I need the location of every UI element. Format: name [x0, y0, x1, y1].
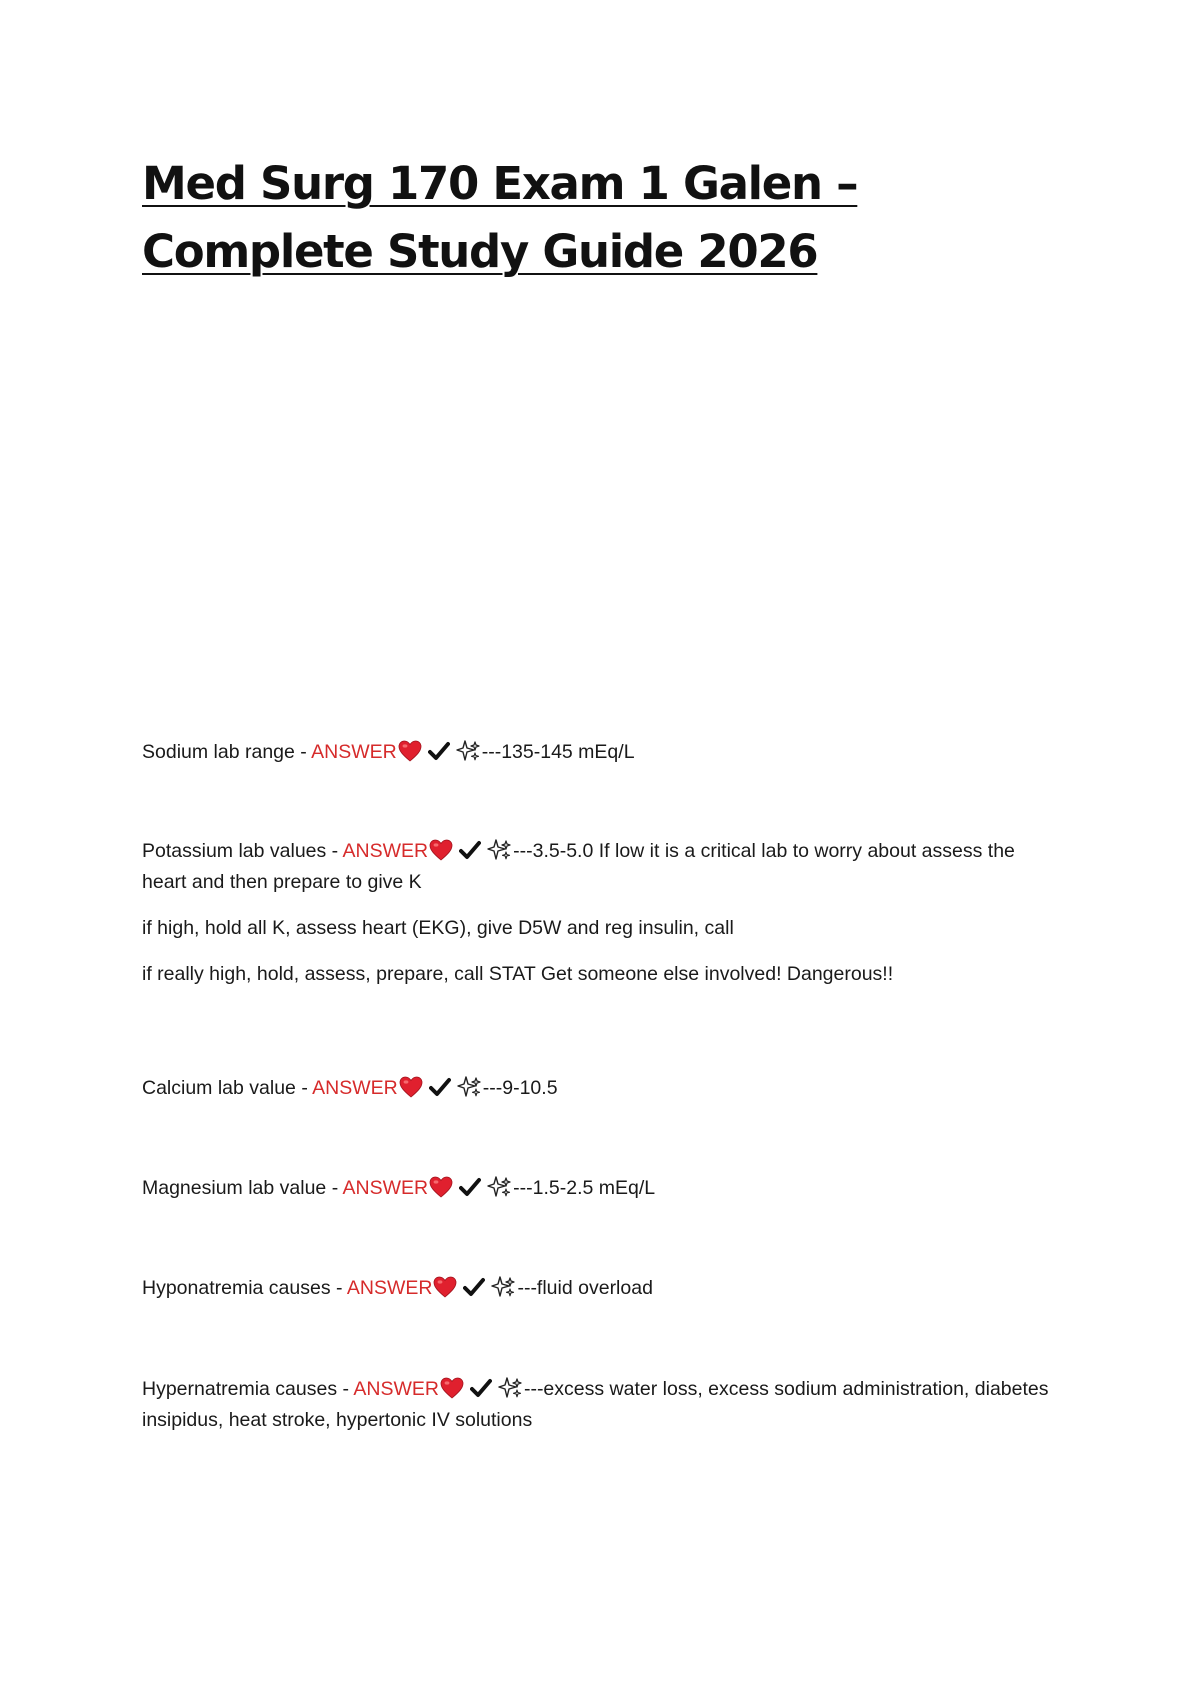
answer-marker: ANSWER — [342, 840, 429, 862]
answer-extra-line: if really high, hold, assess, prepare, call STAT Get someone else involved! Dangerous!! — [142, 963, 894, 985]
question-text: Sodium lab range — [142, 741, 295, 763]
heart-icon — [440, 1377, 464, 1399]
check-icon — [459, 1177, 481, 1197]
answer-marker: ANSWER — [346, 1277, 433, 1299]
question-text: Calcium lab value — [142, 1077, 296, 1099]
separator: - — [295, 1077, 313, 1099]
answer-marker: ANSWER — [342, 1177, 429, 1199]
check-icon — [470, 1378, 492, 1398]
heart-icon — [429, 839, 453, 861]
answer-marker: ANSWER — [312, 1077, 398, 1099]
sparkle-icon — [457, 1075, 483, 1099]
sparkle-icon — [491, 1275, 517, 1299]
check-icon — [463, 1277, 485, 1297]
page-title: Med Surg 170 Exam 1 Galen – Complete Study Guide 2026 — [142, 157, 858, 278]
qa-line — [142, 737, 1062, 768]
qa-item — [142, 836, 1062, 990]
qa-line — [142, 1173, 1062, 1204]
separator: - — [330, 1277, 347, 1299]
heart-icon — [429, 1176, 453, 1198]
qa-item — [142, 1073, 1062, 1104]
heart-icon — [399, 1076, 423, 1098]
answer-text: ---1.5-2.5 mEq/L — [513, 1177, 656, 1199]
separator: - — [337, 1378, 354, 1400]
qa-line — [142, 836, 1062, 898]
separator: - — [326, 840, 343, 862]
check-icon — [429, 1077, 451, 1097]
sparkle-icon — [498, 1376, 524, 1400]
sparkle-icon — [487, 1175, 513, 1199]
check-icon — [459, 840, 481, 860]
question-text: Hypernatremia causes — [142, 1378, 338, 1400]
answer-text: ---excess water loss, excess sodium administration, diabetes insipidus, heat stroke, hypertonic IV solutions — [142, 1378, 1049, 1431]
answer-text: ---9-10.5 — [482, 1077, 558, 1099]
sparkle-icon — [456, 739, 482, 763]
heart-icon — [398, 740, 422, 762]
heart-icon — [433, 1276, 457, 1298]
question-text: Potassium lab values — [142, 840, 327, 862]
sparkle-icon — [487, 838, 513, 862]
answer-text: ---135-145 mEq/L — [481, 741, 635, 763]
qa-line — [142, 1273, 1062, 1304]
qa-item — [142, 1374, 1062, 1436]
qa-item — [142, 1273, 1062, 1304]
separator: - — [326, 1177, 343, 1199]
question-text: Magnesium lab value — [142, 1177, 327, 1199]
answer-marker: ANSWER — [353, 1378, 439, 1400]
check-icon — [428, 741, 450, 761]
answer-extra-line: if high, hold all K, assess heart (EKG), give D5W and reg insulin, call — [142, 917, 734, 939]
answer-text: ---fluid overload — [517, 1277, 653, 1299]
qa-item — [142, 1173, 1062, 1204]
question-text: Hyponatremia causes — [142, 1277, 331, 1299]
qa-item — [142, 737, 1062, 768]
answer-marker: ANSWER — [311, 741, 397, 763]
qa-line — [142, 1374, 1062, 1436]
separator: - — [294, 741, 312, 763]
qa-line — [142, 1073, 1062, 1104]
answer-text: ---3.5-5.0 If low it is a critical lab to worry about assess the heart and then prepare to give K — [142, 840, 1015, 893]
